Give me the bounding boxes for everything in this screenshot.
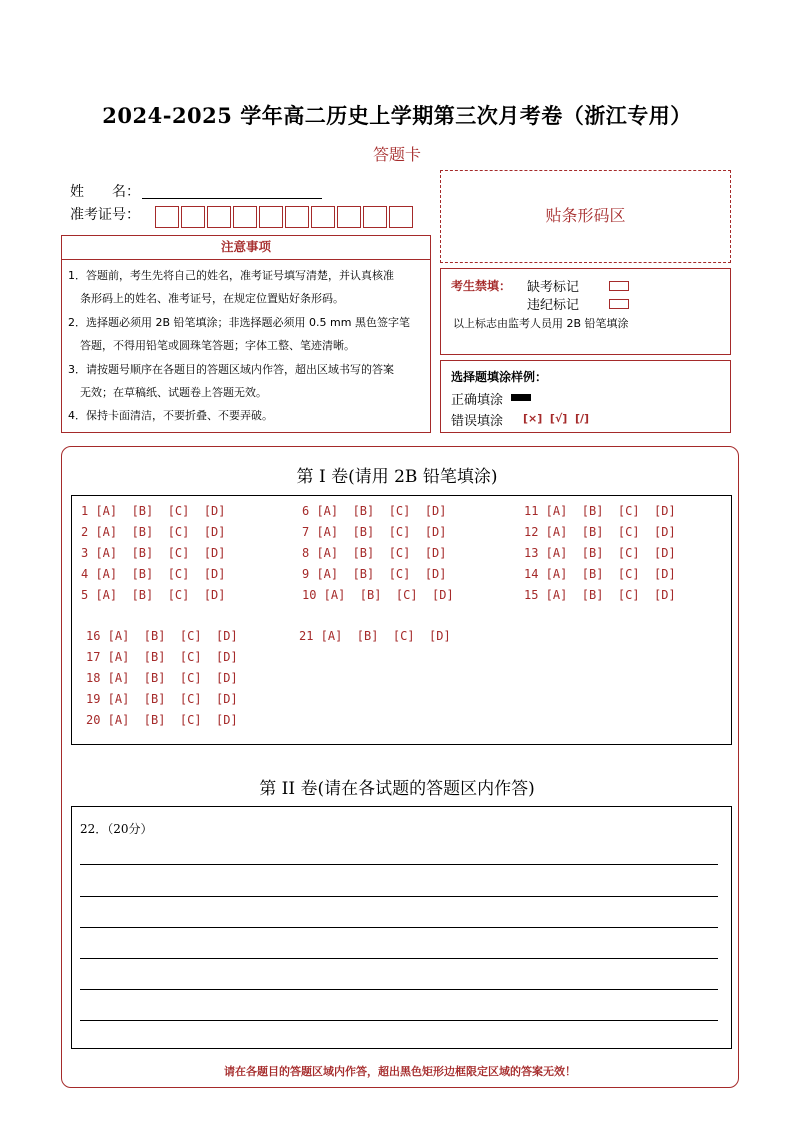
id-digit-box[interactable] — [311, 206, 335, 228]
id-digit-box[interactable] — [181, 206, 205, 228]
question-17-choices[interactable]: 17 [A] [B] [C] [D] — [86, 650, 238, 664]
notice-list — [62, 264, 430, 428]
sample-label: 选择题填涂样例： — [451, 370, 548, 384]
absent-mark-box[interactable] — [609, 281, 629, 291]
question-18-choices[interactable]: 18 [A] [B] [C] [D] — [86, 671, 238, 685]
wrong-label: 错误填涂 — [451, 414, 504, 429]
notice-item: 1．答题前，考生先将自己的姓名，准考证号填写清楚，并认真核准 — [68, 269, 394, 282]
question-19-choices[interactable]: 19 [A] [B] [C] [D] — [86, 692, 238, 706]
notice-item: 2．选择题必须用 2B 铅笔填涂；非选择题必须用 0.5 mm 黑色签字笔 — [68, 315, 410, 329]
notice-item: 3．请按题号顺序在各题目的答题区域内作答，超出区域书写的答案 — [68, 362, 394, 376]
notice-item: 4．保持卡面清洁，不要折叠、不要弄破。 — [68, 409, 273, 423]
question-9-choices[interactable]: 9 [A] [B] [C] [D] — [302, 567, 447, 581]
notice-item: 条形码上的姓名、准考证号，在规定位置贴好条形码。 — [80, 292, 344, 306]
id-digit-box[interactable] — [285, 206, 309, 228]
correct-fill-sample — [511, 394, 531, 401]
question-12-choices[interactable]: 12 [A] [B] [C] [D] — [524, 525, 676, 539]
id-digit-box[interactable] — [389, 206, 413, 228]
correct-label: 正确填涂 — [451, 393, 504, 408]
question-20-choices[interactable]: 20 [A] [B] [C] [D] — [86, 713, 238, 727]
question-13-choices[interactable]: 13 [A] [B] [C] [D] — [524, 546, 676, 560]
examiner-only-panel — [440, 268, 731, 355]
id-number-boxes[interactable] — [155, 206, 415, 228]
answer-line[interactable] — [80, 989, 718, 990]
question-5-choices[interactable]: 5 [A] [B] [C] [D] — [81, 588, 226, 602]
question-21-choices[interactable]: 21 [A] [B] [C] [D] — [299, 629, 451, 643]
question-4-choices[interactable]: 4 [A] [B] [C] [D] — [81, 567, 226, 581]
absent-label: 缺考标记 — [527, 280, 580, 295]
fill-sample-panel — [440, 360, 731, 433]
question-15-choices[interactable]: 15 [A] [B] [C] [D] — [524, 588, 676, 602]
answer-line[interactable] — [80, 1020, 718, 1021]
question-6-choices[interactable]: 6 [A] [B] [C] [D] — [302, 504, 447, 518]
id-digit-box[interactable] — [337, 206, 361, 228]
notice-panel — [61, 235, 431, 433]
wrong-fill-samples: [×] [√] [/] — [523, 412, 590, 425]
id-digit-box[interactable] — [207, 206, 231, 228]
question-8-choices[interactable]: 8 [A] [B] [C] [D] — [302, 546, 447, 560]
question-16-choices[interactable]: 16 [A] [B] [C] [D] — [86, 629, 238, 643]
question-2-choices[interactable]: 2 [A] [B] [C] [D] — [81, 525, 226, 539]
question-7-choices[interactable]: 7 [A] [B] [C] [D] — [302, 525, 447, 539]
page-subtitle: 答题卡 — [372, 145, 421, 164]
part1-title: 第 I 卷(请用 2B 铅笔填涂) — [296, 467, 498, 487]
forbid-label: 考生禁填： — [451, 279, 512, 293]
id-digit-box[interactable] — [259, 206, 283, 228]
question-22-label: 22．（20分） — [80, 822, 153, 836]
question-1-choices[interactable]: 1 [A] [B] [C] [D] — [81, 504, 226, 518]
barcode-label: 贴条形码区 — [545, 206, 626, 225]
forbid-note: 以上标志由监考人员用 2B 铅笔填涂 — [453, 317, 629, 330]
barcode-area — [440, 170, 731, 263]
violation-label: 违纪标记 — [527, 298, 580, 313]
id-digit-box[interactable] — [233, 206, 257, 228]
question-14-choices[interactable]: 14 [A] [B] [C] [D] — [524, 567, 676, 581]
question-10-choices[interactable]: 10 [A] [B] [C] [D] — [302, 588, 454, 602]
notice-heading: 注意事项 — [62, 236, 430, 260]
name-field[interactable] — [142, 198, 322, 199]
id-digit-box[interactable] — [363, 206, 387, 228]
notice-item: 答题，不得用铅笔或圆珠笔答题；字体工整、笔迹清晰。 — [80, 339, 355, 353]
name-label: 姓 名： — [70, 184, 140, 200]
answer-line[interactable] — [80, 864, 718, 865]
question-11-choices[interactable]: 11 [A] [B] [C] [D] — [524, 504, 676, 518]
notice-item: 无效；在草稿纸、试题卷上答题无效。 — [80, 386, 267, 400]
answer-line[interactable] — [80, 958, 718, 959]
question-3-choices[interactable]: 3 [A] [B] [C] [D] — [81, 546, 226, 560]
id-label: 准考证号： — [70, 207, 140, 223]
violation-mark-box[interactable] — [609, 299, 629, 309]
page-title: 2024-2025 学年高二历史上学期第三次月考卷（浙江专用） — [102, 103, 692, 128]
answer-line[interactable] — [80, 927, 718, 928]
part2-title: 第 II 卷(请在各试题的答题区内作答) — [259, 779, 535, 799]
id-digit-box[interactable] — [155, 206, 179, 228]
answer-line[interactable] — [80, 896, 718, 897]
footer-warning: 请在各题目的答题区域内作答，超出黑色矩形边框限定区域的答案无效！ — [224, 1065, 576, 1078]
